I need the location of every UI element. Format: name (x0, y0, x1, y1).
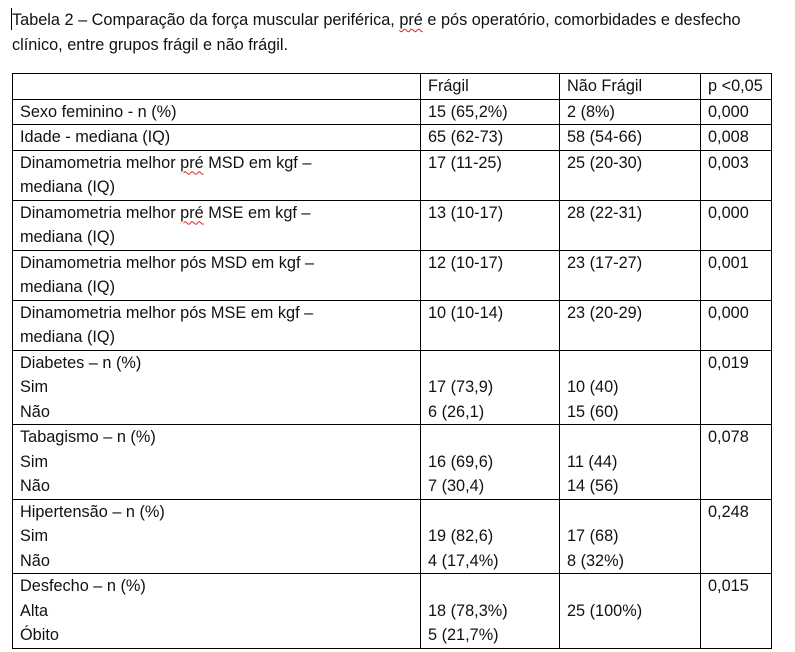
fragil-value-nao: 4 (17,4%) (428, 551, 499, 570)
nao-fragil-value: 25 (20-30) (567, 153, 643, 172)
p-value-cell (701, 250, 772, 300)
nao-fragil-value: 2 (8%) (567, 102, 615, 121)
nao-fragil-cell (560, 250, 701, 300)
sub-label-sim: Sim (20, 527, 49, 545)
p-value: 0,003 (708, 153, 749, 172)
fragil-value (428, 425, 559, 450)
row-label-cell (13, 350, 421, 425)
nao-fragil-value-nao: 8 (32%) (567, 551, 625, 570)
p-value: 0,001 (708, 253, 749, 272)
nao-fragil-cell (560, 350, 701, 425)
nao-fragil-value: 23 (20-29) (567, 303, 643, 322)
p-value: 0,000 (708, 303, 749, 322)
row-label-cell (13, 99, 421, 125)
table-row (13, 99, 772, 125)
row-label-line2: mediana (IQ) (20, 278, 116, 296)
sub-label-nao: Não (20, 402, 50, 421)
row-label-cell (13, 250, 421, 300)
nao-fragil-value (567, 351, 700, 376)
fragil-cell (421, 200, 560, 250)
nao-fragil-value: 58 (54-66) (567, 128, 643, 146)
fragil-value: 13 (10-17) (428, 203, 504, 222)
fragil-value: 17 (11-25) (428, 153, 502, 172)
p-value-cell (701, 200, 772, 250)
sub-label-nao: Não (20, 477, 50, 495)
fragil-cell (421, 250, 560, 300)
row-label-line2: mediana (IQ) (20, 228, 116, 246)
table-row (13, 350, 772, 425)
row-label-cell (13, 300, 421, 350)
nao-fragil-cell (560, 200, 701, 250)
nao-fragil-value: 23 (17-27) (567, 253, 643, 272)
row-label-line2: mediana (IQ) (20, 178, 116, 196)
comparison-table (12, 73, 772, 649)
fragil-cell (421, 574, 560, 649)
nao-fragil-cell (560, 574, 701, 649)
caption-text-part2: e pós operatório, comorbidades e desfecho clínico, entre grupos frágil e não frágil. (12, 11, 741, 54)
fragil-value: 15 (65,2%) (428, 102, 508, 121)
nao-fragil-cell (560, 499, 701, 574)
fragil-value-alta: 18 (78,3%) (428, 601, 508, 620)
table-row (13, 499, 772, 574)
nao-fragil-cell (560, 425, 701, 500)
p-value: 0,000 (708, 102, 749, 121)
table-row (13, 425, 772, 500)
fragil-value-sim: 17 (73,9) (428, 378, 494, 396)
nao-fragil-cell (560, 99, 701, 125)
fragil-value-nao: 6 (26,1) (428, 402, 485, 421)
fragil-cell (421, 99, 560, 125)
group-label: Hipertensão – n (%) (20, 502, 165, 521)
fragil-cell (421, 300, 560, 350)
fragil-cell (421, 125, 560, 151)
row-label-part: Dinamometria melhor (20, 203, 181, 222)
row-label-part: Dinamometria melhor (20, 153, 181, 172)
nao-fragil-cell (560, 150, 701, 200)
p-value-cell (701, 425, 772, 500)
sub-label-sim: Sim (20, 452, 49, 471)
row-label-cell (13, 150, 421, 200)
fragil-value: 12 (10-17) (428, 253, 504, 272)
row-label: Dinamometria melhor pós MSD em kgf – (20, 253, 315, 272)
sub-label-sim: Sim (20, 378, 49, 396)
sub-label-obito: Óbito (20, 626, 59, 644)
nao-fragil-value (567, 425, 700, 450)
p-value: 0,000 (708, 203, 749, 222)
group-label: Desfecho – n (%) (20, 577, 146, 595)
nao-fragil-value-sim: 10 (40) (567, 378, 619, 396)
fragil-value: 10 (10-14) (428, 303, 504, 322)
table-row (13, 250, 772, 300)
p-value-cell (701, 300, 772, 350)
header-cell-nao-fragil: Não Frágil (560, 74, 701, 100)
table-header-row (13, 74, 772, 100)
fragil-cell (421, 425, 560, 500)
fragil-cell (421, 350, 560, 425)
sub-label-alta: Alta (20, 601, 49, 620)
sub-label-nao: Não (20, 551, 50, 570)
fragil-value (428, 351, 559, 376)
caption-spellcheck-word: pré (399, 11, 423, 29)
caption-text-part1: Tabela 2 – Comparação da força muscular periférica, (12, 11, 400, 29)
nao-fragil-value-nao: 14 (56) (567, 477, 619, 495)
p-value-cell (701, 350, 772, 425)
fragil-value-sim: 16 (69,6) (428, 452, 494, 471)
p-value-cell (701, 99, 772, 125)
nao-fragil-value-sim: 11 (44) (567, 452, 618, 471)
nao-fragil-value-alta: 25 (100%) (567, 601, 643, 620)
p-value: 0,248 (708, 502, 749, 521)
fragil-value (428, 500, 559, 525)
header-cell-fragil: Frágil (421, 74, 560, 100)
row-label-cell (13, 200, 421, 250)
nao-fragil-cell (560, 125, 701, 151)
table-row (13, 125, 772, 151)
p-value: 0,008 (708, 128, 749, 146)
row-label-line2: mediana (IQ) (20, 328, 116, 346)
p-value: 0,078 (708, 428, 749, 446)
p-value-cell (701, 150, 772, 200)
p-value-cell (701, 499, 772, 574)
fragil-value-obito: 5 (21,7%) (428, 626, 499, 644)
nao-fragil-value (567, 574, 700, 599)
row-label: Dinamometria melhor pós MSE em kgf – (20, 303, 314, 322)
p-value-cell (701, 125, 772, 151)
spellcheck-word: pré (180, 153, 204, 172)
row-label (20, 201, 420, 226)
row-label-cell (13, 574, 421, 649)
nao-fragil-value-sim: 17 (68) (567, 527, 619, 545)
table-row (13, 300, 772, 350)
fragil-cell (421, 150, 560, 200)
row-label (20, 151, 420, 176)
row-label-cell (13, 499, 421, 574)
group-label: Tabagismo – n (%) (20, 428, 156, 446)
fragil-value-sim: 19 (82,6) (428, 527, 494, 545)
nao-fragil-cell (560, 300, 701, 350)
row-label-cell (13, 425, 421, 500)
header-cell-p-value: p <0,05 (701, 74, 772, 100)
p-value: 0,019 (708, 353, 749, 372)
table-row (13, 150, 772, 200)
row-label: Sexo feminino - n (%) (20, 102, 177, 121)
fragil-value: 65 (62-73) (428, 128, 504, 146)
table-row (13, 574, 772, 649)
table-row (13, 200, 772, 250)
group-label: Diabetes – n (%) (20, 353, 142, 372)
row-label-part: MSE em kgf – (203, 203, 311, 222)
p-value: 0,015 (708, 577, 749, 595)
fragil-value (428, 574, 559, 599)
row-label-part: MSD em kgf – (203, 153, 312, 172)
row-label: Idade - mediana (IQ) (20, 128, 171, 146)
nao-fragil-value-nao: 15 (60) (567, 402, 619, 421)
p-value-cell (701, 574, 772, 649)
nao-fragil-value: 28 (22-31) (567, 203, 643, 222)
spellcheck-word: pré (180, 203, 204, 222)
row-label-cell (13, 125, 421, 151)
nao-fragil-value-obito (567, 623, 700, 648)
nao-fragil-value (567, 500, 700, 525)
fragil-cell (421, 499, 560, 574)
header-cell-empty (13, 74, 421, 100)
table-caption (12, 8, 782, 58)
fragil-value-nao: 7 (30,4) (428, 477, 485, 495)
